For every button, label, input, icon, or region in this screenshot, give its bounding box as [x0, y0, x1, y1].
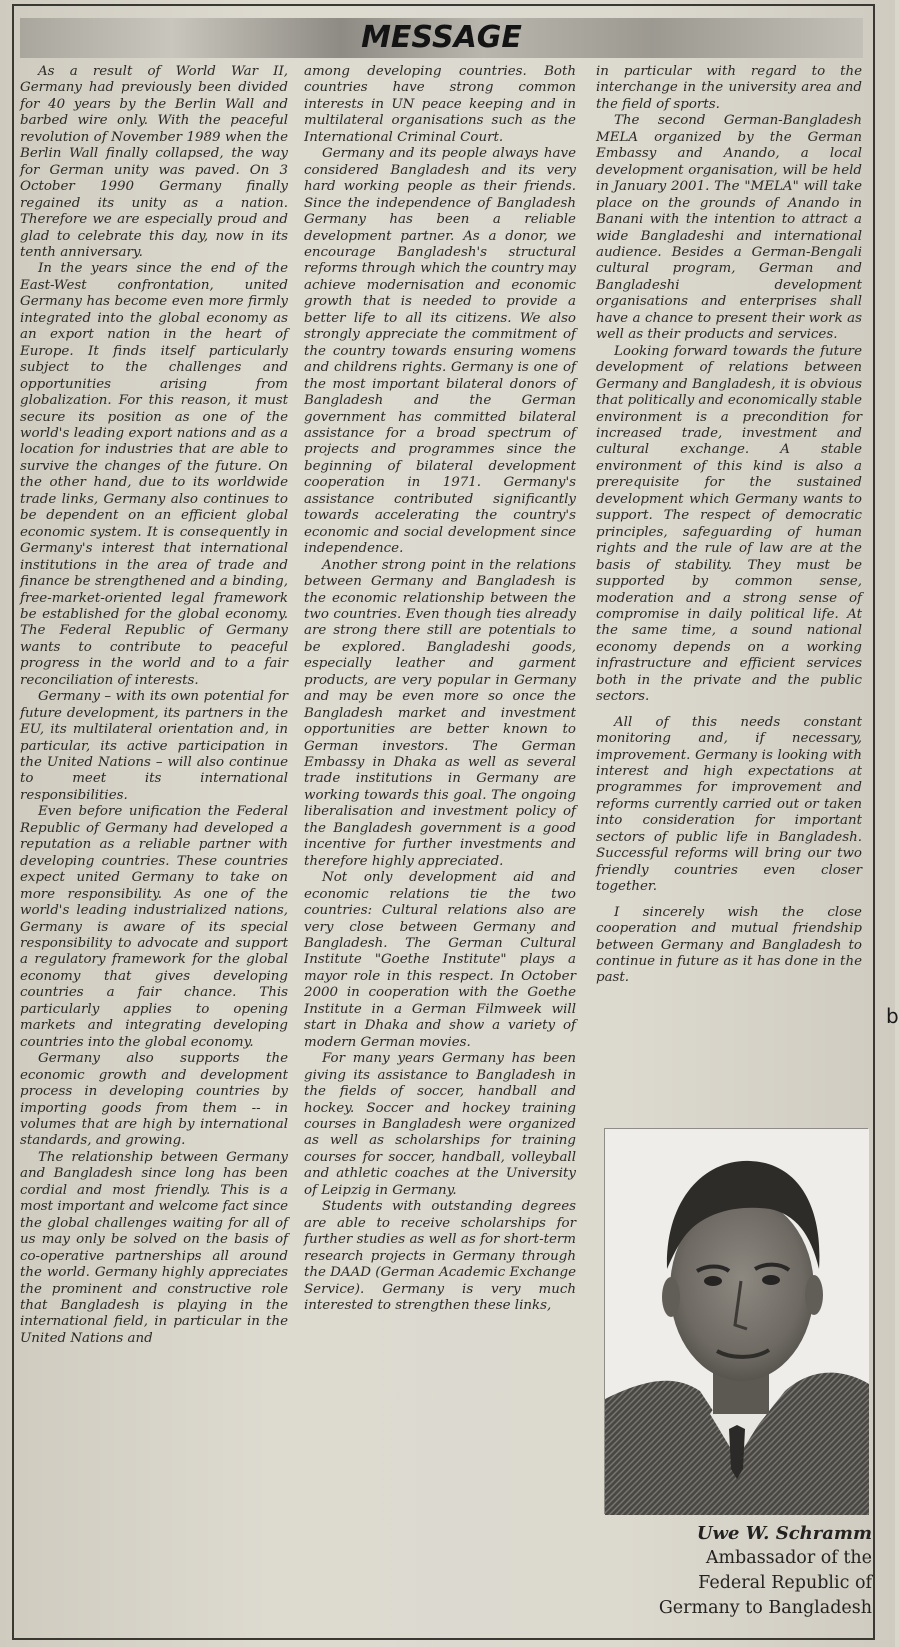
- author-title-line: Ambassador of the: [705, 1548, 872, 1568]
- author-caption: [596, 1522, 872, 1621]
- paragraph: Another strong point in the relations between Germany and Bangladesh is the economic relationship between the two countries. Even though ties already are strong there still are potentials to be explored. Bangladeshi goods, especially leather and garment products, are very popular in Germany and may be even more so once the Bangladesh market and investment opportunities are better known to German investors. The German Embassy in Dhaka as well as several trade institutions in Germany are working towards this goal. The ongoing liberalisation and investment policy of the Bangladesh government is a good incentive for further investments and therefore highly appreciated.: [304, 557, 576, 869]
- author-title-line: Germany to Bangladesh: [658, 1598, 872, 1618]
- author-portrait: [604, 1128, 868, 1514]
- paragraph: Not only development aid and economic relations tie the two countries: Cultural relations also are very close between Germany and Bangladesh. The German Cultural Institute "Goethe Institute" plays a mayor role in this respect. In October 2000 in cooperation with the Goethe Institute in a German Filmweek will start in Dhaka and show a variety of modern German movies.: [304, 870, 576, 1050]
- article-column-1: [20, 64, 288, 1640]
- page-title: MESSAGE: [361, 20, 522, 55]
- paragraph: in particular with regard to the interchange in the university area and the field of sports.: [596, 64, 862, 112]
- paragraph: Germany – with its own potential for future development, its partners in the EU, its multilateral orientation and, in particular, its active participation in the United Nations – will also continue to meet its international responsibilities.: [20, 689, 288, 803]
- paragraph: In the years since the end of the East-West confrontation, united Germany has become even more firmly integrated into the global economy as an export nation in the heart of Europe. It finds itself particularly subject to the challenges and opportunities arising from globalization. For this reason, it must secure its position as one of the world's leading export nations and as a location for industries that are able to survive the changes of the future. On the other hand, due to its worldwide trade links, Germany also continues to be dependent on an efficient global economic system. It is consequently in Germany's interest that international institutions in the area of trade and finance be strengthened and a binding, free-market-oriented legal framework be established for the global economy. The Federal Republic of Germany wants to contribute to peaceful progress in the world and to a fair reconciliation of interests.: [20, 261, 288, 688]
- paragraph: Even before unification the Federal Republic of Germany had developed a reputation as a reliable partner with developing countries. These countries expect united Germany to take on more responsibility. As one of the world's leading industrialized nations, Germany is aware of its special responsibility to advocate and support a regulatory framework for the global economy that gives developing countries a fair chance. This particularly applies to opening markets and integrating developing countries into the global economy.: [20, 804, 288, 1050]
- article-column-2: [304, 64, 576, 1640]
- paragraph: Germany and its people always have considered Bangladesh and its very hard working people as their friends. Since the independence of Bangladesh Germany has been a reliable development partner. As a donor, we encourage Bangladesh's structural reforms through which the country may achieve modernisation and economic growth that is needed to provide a better life to all its citizens. We also strongly appreciate the commitment of the country towards ensuring womens and childrens rights. Germany is one of the most important bilateral donors of Bangladesh and the German government has committed bilateral assistance for a broad spectrum of projects and programmes since the beginning of bilateral development cooperation in 1971. Germany's assistance contributed significantly towards accelerating the country's economic and social development since independence.: [304, 146, 576, 557]
- paragraph: As a result of World War II, Germany had previously been divided for 40 years by the Berlin Wall and barbed wire only. With the peaceful revolution of November 1989 when the Berlin Wall finally collapsed, the way for German unity was paved. On 3 October 1990 Germany finally regained its unity as a nation. Therefore we are especially proud and glad to celebrate this day, now in its tenth anniversary.: [20, 64, 288, 260]
- portrait-illustration: [605, 1129, 869, 1515]
- adjacent-column-fragment: b: [886, 1004, 899, 1028]
- article-column-3: [596, 64, 862, 1114]
- paragraph: The relationship between Germany and Bangladesh since long has been cordial and most friendly. This is a most important and welcome fact since the global challenges waiting for all of us may only be solved on the basis of co-operative partnerships all around the world. Germany highly appreciates the prominent and constructive role that Bangladesh is playing in the international field, in particular in the United Nations and: [20, 1149, 288, 1346]
- paragraph: I sincerely wish the close cooperation and mutual friendship between Germany and Bangladesh to continue in future as it has done in the past.: [596, 904, 862, 986]
- paragraph: All of this needs constant monitoring and, if necessary, improvement. Germany is looking with interest and high expectations at programmes for improvement and reforms currently carried out or taken into consideration for important sectors of public life in Bangladesh. Successful reforms will bring our two friendly countries even closer together.: [596, 714, 862, 895]
- paragraph: For many years Germany has been giving its assistance to Bangladesh in the fields of soccer, handball and hockey. Soccer and hockey training courses in Bangladesh were organized as well as scholarships for training courses for soccer, handball, volleyball and athletic coaches at the University of Leipzig in Germany.: [304, 1051, 576, 1198]
- header-banner: [20, 18, 863, 58]
- author-name: Uwe W. Schramm: [696, 1523, 872, 1544]
- author-title-line: Federal Republic of: [698, 1573, 872, 1593]
- paragraph: Students with outstanding degrees are able to receive scholarships for further studies as well as for short-term research projects in Germany through the DAAD (German Academic Exchange Service). Germany is very much interested to strengthen these links,: [304, 1199, 577, 1313]
- paragraph: Germany also supports the economic growth and development process in developing countries by importing goods from them -- in volumes that are high by international standards, and growing.: [20, 1051, 288, 1149]
- paragraph: The second German-Bangladesh MELA organized by the German Embassy and Anando, a local development organisation, will be held in January 2001. The "MELA" will take place on the grounds of Anando in Banani with the intention to attract a wide Bangladeshi and international audience. Besides a German-Bengali cultural program, German and Bangladeshi development organisations and enterprises shall have a chance to present their work as well as their products and services.: [596, 113, 862, 343]
- paragraph: Looking forward towards the future development of relations between Germany and Bangladesh, it is obvious that politically and economically stable environment is a precondition for increased trade, investment and cultural exchange. A stable environment of this kind is also a prerequisite for the sustained development which Germany wants to support. The respect of democratic principles, safeguarding of human rights and the rule of law are at the basis of stability. They must be supported by common sense, moderation and a strong sense of compromise in daily political life. At the same time, a sound national economy depends on a working infrastructure and efficient services both in the private and the public sectors.: [596, 343, 862, 705]
- paragraph: among developing countries. Both countries have strong common interests in UN peace keeping and in multilateral organisations such as the International Criminal Court.: [304, 64, 576, 145]
